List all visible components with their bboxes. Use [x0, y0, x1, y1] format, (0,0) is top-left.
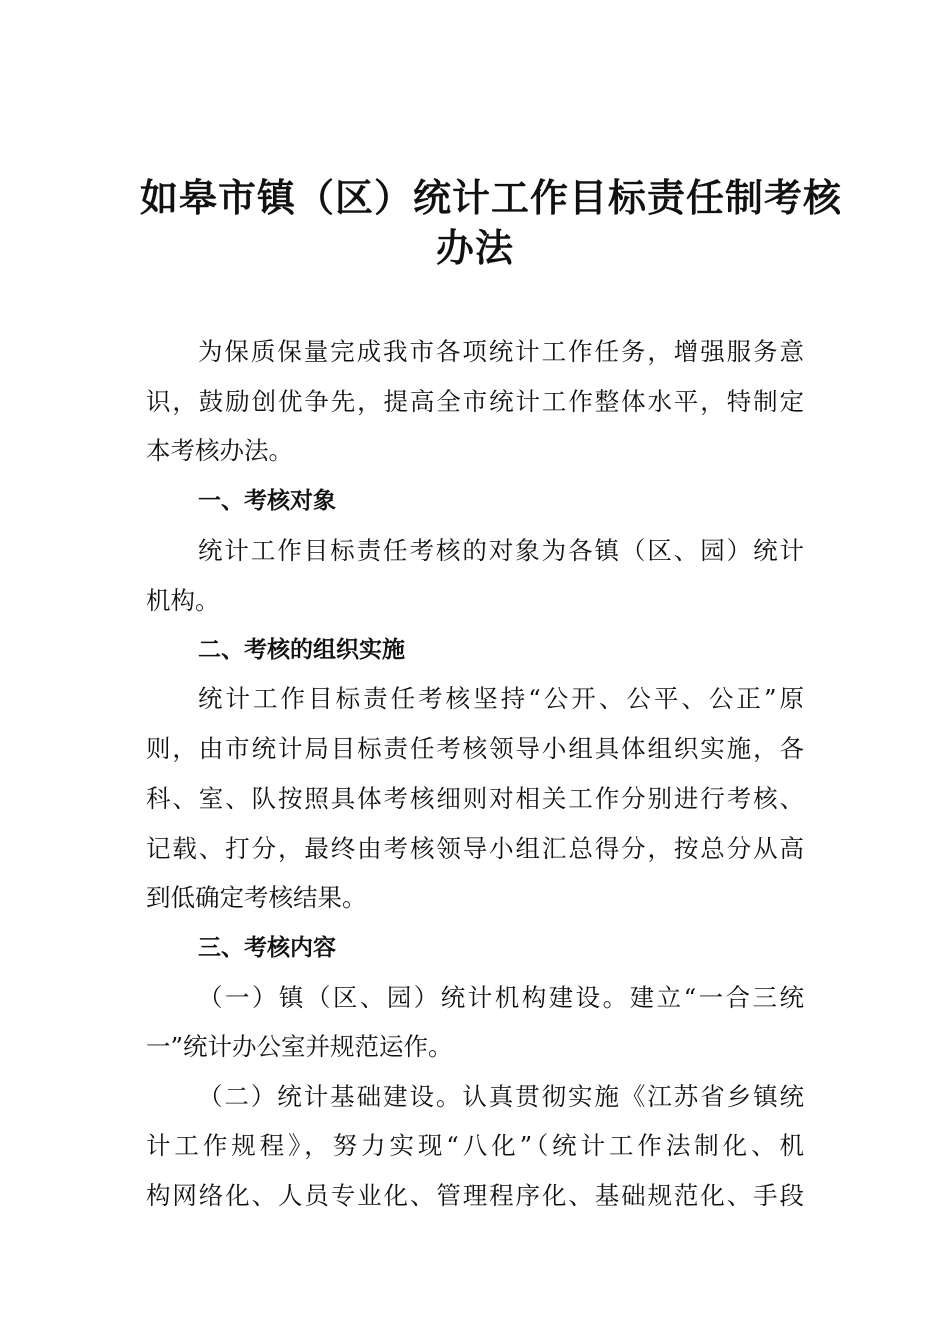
section-1-heading: 一、考核对象: [198, 488, 336, 514]
section-2-heading: 二、考核的组织实施: [198, 637, 405, 663]
section-2-line-1: 统计工作目标责任考核坚持“公开、公平、公正”原: [198, 684, 804, 713]
section-2-line-4: 记载、打分，最终由考核领导小组汇总得分，按总分从高: [146, 834, 804, 863]
intro-line-1: 为保质保量完成我市各项统计工作任务，增强服务意: [198, 337, 804, 366]
section-3-item-2-line-1: （二）统计基础建设。认真贯彻实施《江苏省乡镇统: [198, 1082, 804, 1111]
section-1-line-1: 统计工作目标责任考核的对象为各镇（区、园）统计: [198, 536, 804, 565]
section-3-item-1-line-2: 一”统计办公室并规范运作。: [146, 1032, 453, 1061]
intro-line-3: 本考核办法。: [146, 436, 293, 465]
section-3-item-2-line-3: 构网络化、人员专业化、管理程序化、基础规范化、手段: [146, 1181, 804, 1210]
document-title-line-1: 如皋市镇（区）统计工作目标责任制考核: [140, 175, 843, 220]
section-3-item-2-line-2: 计工作规程》，努力实现“八化”（统计工作法制化、机: [146, 1131, 804, 1160]
intro-line-2: 识，鼓励创优争先，提高全市统计工作整体水平，特制定: [146, 387, 804, 416]
section-2-line-3: 科、室、队按照具体考核细则对相关工作分别进行考核、: [146, 784, 804, 813]
section-2-line-2: 则，由市统计局目标责任考核领导小组具体组织实施，各: [146, 734, 804, 763]
section-2-line-5: 到低确定考核结果。: [146, 883, 367, 912]
section-1-line-2: 机构。: [146, 586, 220, 615]
document-title-line-2: 办法: [435, 225, 514, 270]
section-3-heading: 三、考核内容: [198, 935, 336, 961]
section-3-item-1-line-1: （一）镇（区、园）统计机构建设。建立“一合三统: [198, 983, 804, 1012]
